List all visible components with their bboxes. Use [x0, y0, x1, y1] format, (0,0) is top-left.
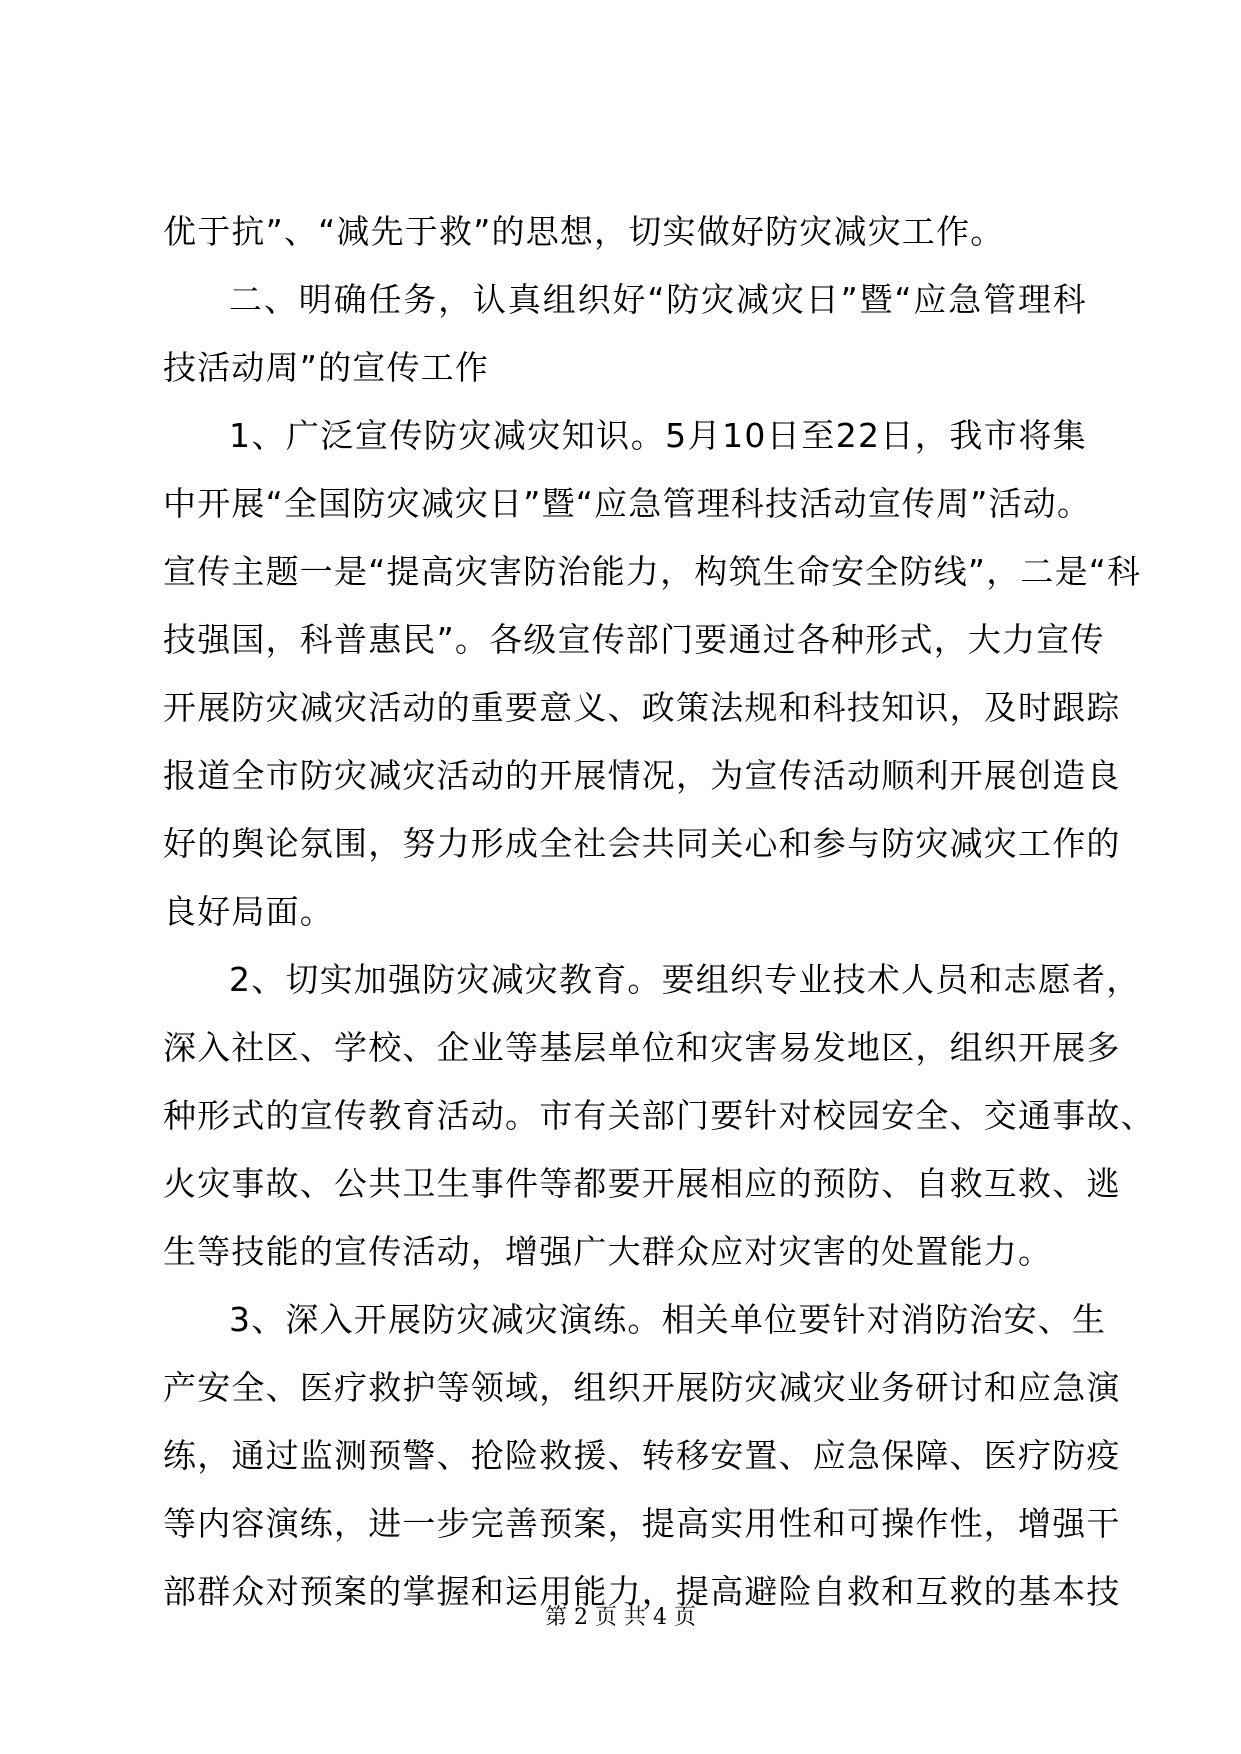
- text-line: 1、广泛宣传防灾减灾知识。5月10日至22日，我市将集: [229, 416, 1087, 455]
- text-line: 等内容演练，进一步完善预案，提高实用性和可操作性，增强干: [163, 1504, 1121, 1543]
- text-line: 优于抗”、“减先于救”的思想，切实做好防灾减灾工作。: [163, 212, 1005, 251]
- text-line: 深入社区、学校、企业等基层单位和灾害易发地区，组织开展多: [163, 1028, 1121, 1067]
- text-line: 产安全、医疗救护等领域，组织开展防灾减灾业务研讨和应急演: [163, 1368, 1121, 1407]
- text-line: 3、深入开展防灾减灾演练。相关单位要针对消防治安、生: [229, 1300, 1107, 1339]
- text-line: 技活动周”的宣传工作: [163, 348, 490, 387]
- text-line: 好的舆论氛围，努力形成全社会共同关心和参与防灾减灾工作的: [163, 824, 1121, 863]
- text-line: 种形式的宣传教育活动。市有关部门要针对校园安全、交通事故、: [163, 1096, 1155, 1135]
- text-line: 二、明确任务，认真组织好“防灾减灾日”暨“应急管理科: [229, 280, 1087, 319]
- page-footer: 第 2 页 共 4 页: [545, 1605, 696, 1630]
- text-line: 中开展“全国防灾减灾日”暨“应急管理科技活动宣传周”活动。: [163, 484, 1092, 523]
- text-line: 部群众对预案的掌握和运用能力，提高避险自救和互救的基本技: [163, 1572, 1121, 1611]
- text-line: 火灾事故、公共卫生事件等都要开展相应的预防、自救互救、逃: [163, 1164, 1121, 1203]
- text-line: 2、切实加强防灾减灾教育。要组织专业技术人员和志愿者，: [229, 960, 1141, 999]
- text-line: 练，通过监测预警、抢险救援、转移安置、应急保障、医疗防疫: [163, 1436, 1121, 1475]
- text-line: 报道全市防灾减灾活动的开展情况，为宣传活动顺利开展创造良: [163, 756, 1121, 795]
- body-text: [163, 198, 1155, 1626]
- text-line: 生等技能的宣传活动，增强广大群众应对灾害的处置能力。: [163, 1232, 1053, 1271]
- text-line: 宣传主题一是“提高灾害防治能力，构筑生命安全防线”，二是“科: [163, 552, 1142, 591]
- text-line: 开展防灾减灾活动的重要意义、政策法规和科技知识，及时跟踪: [163, 688, 1121, 727]
- text-line: 良好局面。: [163, 892, 334, 931]
- text-line: 技强国，科普惠民”。各级宣传部门要通过各种形式，大力宣传: [163, 620, 1105, 659]
